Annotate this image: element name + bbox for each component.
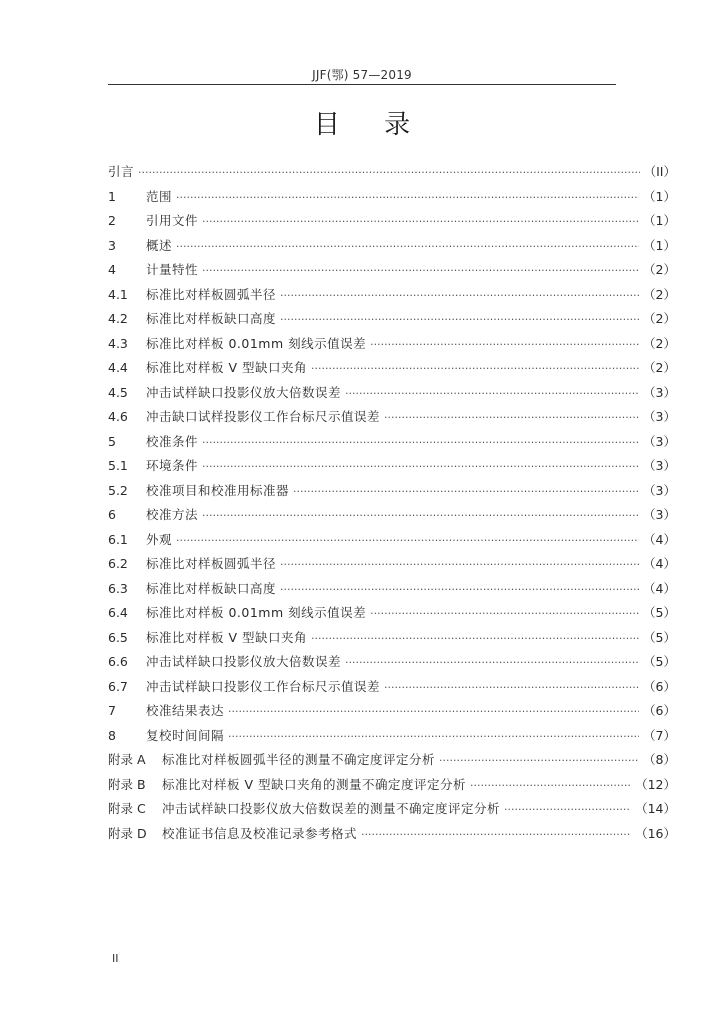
toc-entry[interactable] [108,432,676,457]
toc-leader-dots [439,754,639,767]
toc-entry-number: 6.7 [108,678,128,694]
toc-entry-page: （6） [643,678,676,694]
toc-entry[interactable] [108,652,676,677]
toc-leader-dots [176,534,639,547]
toc-entry[interactable] [108,285,676,310]
toc-entry-number: 附录 A [108,752,146,767]
toc-entry-label: 校准证书信息及校准记录参考格式 [162,825,358,841]
toc-entry-label: 标准比对样板 V 型缺口夹角的测量不确定度评定分析 [162,776,466,792]
toc-entry-number: 6 [108,507,116,522]
toc-entry-page: （6） [643,703,676,718]
toc-leader-dots [345,656,639,669]
toc-entry-page: （14） [635,801,676,816]
toc-leader-dots [280,289,639,302]
page-title: 目 录 [313,110,429,140]
toc-entry-label: 冲击试样缺口投影仪工作台标尺示值误差 [146,678,381,694]
toc-entry-label: 校准方法 [146,507,199,522]
toc-leader-dots [470,779,631,792]
toc-entry-label: 范围 [146,188,173,204]
toc-entry-label: 冲击试样缺口投影仪放大倍数误差 [146,654,342,669]
toc-entry-number: 6.5 [108,629,128,645]
toc-entry[interactable] [108,334,676,359]
toc-entry[interactable] [108,775,676,800]
toc-entry-page: （12） [635,776,676,792]
toc-entry[interactable] [108,530,676,555]
toc-entry-page: （II） [643,164,676,179]
toc-entry-number: 4.5 [108,384,128,400]
toc-entry[interactable] [108,456,676,481]
toc-entry-page: （3） [643,384,676,400]
toc-leader-dots [504,803,631,816]
toc-entry[interactable] [108,750,676,775]
toc-entry-number: 4.1 [108,286,128,302]
toc-entry-page: （7） [643,727,676,743]
toc-leader-dots [370,338,639,351]
toc-leader-dots [138,166,640,179]
toc-entry-page: （3） [643,409,676,424]
toc-entry-number: 6.3 [108,580,128,596]
toc-entry-number: 3 [108,237,116,253]
toc-leader-dots [202,436,639,449]
toc-entry-page: （4） [643,556,676,571]
toc-entry-label: 标准比对样板 0.01mm 刻线示值误差 [146,605,367,620]
toc-entry-page: （2） [643,311,676,326]
toc-entry-page: （1） [643,188,676,204]
footer-page-number: II [112,952,119,965]
header-rule [108,84,616,85]
toc-leader-dots [280,558,639,571]
toc-entry-number: 4.6 [108,409,128,424]
toc-entry-number: 6.2 [108,556,128,571]
toc-entry-page: （5） [643,605,676,620]
toc-entry-page: （1） [643,237,676,253]
toc-entry-number: 6.6 [108,654,128,669]
toc-entry-label: 计量特性 [146,262,199,277]
toc-leader-dots [311,362,639,375]
toc-entry-label: 校准项目和校准用标准器 [146,482,290,498]
toc-entry-label: 环境条件 [146,458,199,473]
toc-entry-label: 冲击试样缺口投影仪放大倍数误差的测量不确定度评定分析 [162,801,501,816]
toc-entry-page: （3） [643,433,676,449]
toc-leader-dots [202,264,639,277]
toc-entry-label: 标准比对样板缺口高度 [146,580,277,596]
toc-entry[interactable] [108,211,676,236]
toc-entry-number: 4 [108,262,116,277]
toc-entry-label: 标准比对样板 0.01mm 刻线示值误差 [146,335,367,351]
toc-entry-number: 4.3 [108,335,128,351]
toc-entry-label: 冲击试样缺口投影仪放大倍数误差 [146,384,342,400]
toc-entry-label: 标准比对样板缺口高度 [146,311,277,326]
toc-entry-page: （5） [643,629,676,645]
toc-leader-dots [202,460,639,473]
toc-entry-label: 标准比对样板圆弧半径 [146,286,277,302]
toc-entry-page: （4） [643,580,676,596]
toc-leader-dots [202,509,639,522]
toc-leader-dots [311,632,639,645]
toc-leader-dots [293,485,639,498]
toc-entry-label: 引言 [108,164,135,179]
toc-entry[interactable] [108,554,676,579]
toc-entry-page: （1） [643,213,676,228]
toc-entry-page: （2） [643,335,676,351]
toc-entry-number: 附录 B [108,776,146,792]
toc-leader-dots [202,215,639,228]
running-header: JJF(鄂) 57—2019 [312,68,412,82]
toc-entry[interactable] [108,628,676,653]
toc-entry[interactable] [108,358,676,383]
toc-entry[interactable] [108,309,676,334]
toc-entry-page: （2） [643,262,676,277]
toc-leader-dots [176,240,639,253]
toc-entry-label: 外观 [146,531,173,547]
toc-entry[interactable] [108,677,676,702]
toc-entry-page: （4） [643,531,676,547]
toc-entry[interactable] [108,603,676,628]
toc-entry[interactable] [108,407,676,432]
toc-entry-label: 冲击缺口试样投影仪工作台标尺示值误差 [146,409,381,424]
toc-entry-page: （2） [643,360,676,375]
toc-entry-label: 校准结果表达 [146,703,225,718]
toc-entry-number: 8 [108,727,116,743]
toc-leader-dots [370,607,639,620]
toc-leader-dots [228,730,639,743]
toc-entry[interactable] [108,726,676,751]
toc-entry[interactable] [108,799,676,824]
toc-entry-number: 附录 D [108,825,147,841]
toc-entry-label: 标准比对样板圆弧半径的测量不确定度评定分析 [162,752,436,767]
toc-entry-number: 6.1 [108,531,128,547]
toc-entry[interactable] [108,187,676,212]
toc-entry-number: 附录 C [108,801,146,816]
toc-entry-number: 1 [108,188,116,204]
toc-entry[interactable] [108,260,676,285]
toc-entry-number: 7 [108,703,116,718]
toc-entry[interactable] [108,505,676,530]
toc-entry-label: 复校时间间隔 [146,727,225,743]
toc-entry-number: 4.4 [108,360,128,375]
toc-entry-page: （8） [643,752,676,767]
toc-entry-label: 校准条件 [146,433,199,449]
table-of-contents [108,162,676,848]
toc-leader-dots [176,191,639,204]
toc-leader-dots [280,313,639,326]
toc-leader-dots [361,828,631,841]
toc-entry-label: 标准比对样板 V 型缺口夹角 [146,629,307,645]
toc-entry-label: 引用文件 [146,213,199,228]
toc-entry-page: （3） [643,458,676,473]
toc-entry[interactable] [108,824,676,849]
toc-entry-number: 6.4 [108,605,128,620]
toc-entry[interactable] [108,579,676,604]
toc-entry-number: 5 [108,433,116,449]
toc-entry-number: 4.2 [108,311,128,326]
toc-entry-label: 标准比对样板 V 型缺口夹角 [146,360,307,375]
toc-entry-number: 5.2 [108,482,128,498]
toc-leader-dots [345,387,639,400]
toc-leader-dots [228,705,639,718]
toc-entry-page: （16） [635,825,676,841]
toc-entry[interactable] [108,162,676,187]
toc-entry-page: （3） [643,507,676,522]
toc-entry[interactable] [108,481,676,506]
toc-leader-dots [280,583,639,596]
toc-entry[interactable] [108,383,676,408]
toc-entry-page: （2） [643,286,676,302]
toc-entry-label: 标准比对样板圆弧半径 [146,556,277,571]
toc-entry-number: 2 [108,213,116,228]
toc-entry[interactable] [108,701,676,726]
toc-entry-page: （3） [643,482,676,498]
toc-leader-dots [384,681,639,694]
toc-entry-number: 5.1 [108,458,128,473]
toc-entry-page: （5） [643,654,676,669]
toc-leader-dots [384,411,639,424]
toc-entry-label: 概述 [146,237,173,253]
toc-entry[interactable] [108,236,676,261]
